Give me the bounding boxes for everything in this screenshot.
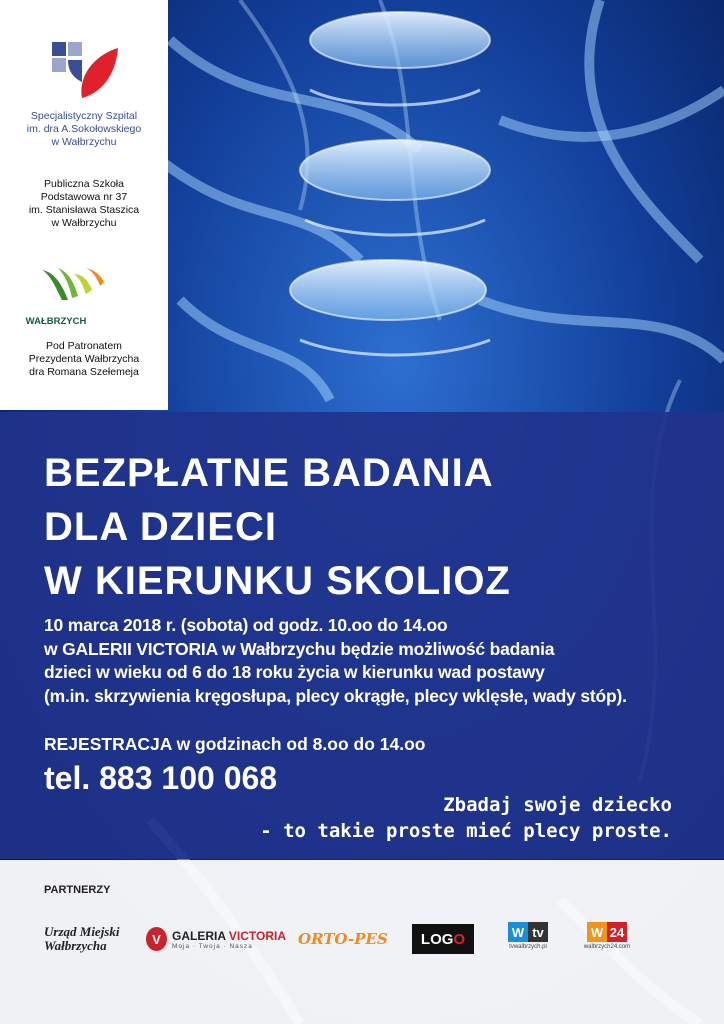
partner-victoria-logo bbox=[146, 922, 286, 956]
slogan-line: Zbadaj swoje dziecko bbox=[443, 794, 672, 816]
details-line: w GALERII VICTORIA w Wałbrzychu będzie możliwość badania bbox=[44, 638, 555, 659]
patronage-line: dra Romana Szełemeja bbox=[29, 366, 139, 378]
partner-ortopes-logo: ORTO-PES bbox=[298, 930, 388, 948]
slogan bbox=[260, 792, 672, 844]
partner-urzad-logo bbox=[44, 922, 120, 956]
partner-walbrzych24-logo bbox=[578, 922, 636, 956]
headline-line: BEZPŁATNE BADANIA bbox=[44, 451, 494, 495]
school-name-line: Publiczna Szkoła bbox=[44, 178, 124, 190]
victoria-name-a: GALERIA bbox=[171, 928, 229, 943]
partner-logo-logo bbox=[412, 924, 474, 954]
hospital-name-line: im. dra A.Sokołowskiego bbox=[26, 123, 142, 135]
hospital-name-line: Specjalistyczny Szpital bbox=[30, 110, 138, 122]
city-logo-label: WAŁBRZYCH bbox=[25, 316, 87, 327]
headline-line: DLA DZIECI bbox=[44, 505, 277, 549]
victoria-name-b: VICTORIA bbox=[228, 928, 286, 943]
city-logo-icon bbox=[40, 264, 104, 304]
details-line: 10 marca 2018 r. (sobota) od godz. 10.oo do 14.oo bbox=[44, 615, 448, 635]
logo-text-a: LOG bbox=[420, 930, 454, 948]
details-line: dzieci w wieku od 6 do 18 roku życia w kierunku wad postawy bbox=[44, 662, 545, 682]
school-name-line: im. Stanisława Staszica bbox=[28, 204, 140, 216]
urzad-line: Urząd Miejski bbox=[44, 924, 120, 939]
patronage bbox=[8, 340, 160, 379]
details-line: (m.in. skrzywienia kręgosłupa, plecy okrągłe, plecy wklęsłe, wady stóp). bbox=[44, 685, 627, 706]
school-name-line: w Wałbrzychu bbox=[51, 217, 117, 229]
w24-24-box: 24 bbox=[607, 922, 627, 942]
hospital-name-line: w Wałbrzychu bbox=[51, 136, 117, 148]
victoria-icon: V bbox=[146, 927, 167, 951]
school-name bbox=[8, 178, 160, 230]
event-details bbox=[44, 614, 627, 708]
partners-label: PARTNERZY bbox=[44, 884, 111, 896]
w24-url: walbrzych24.com bbox=[583, 944, 631, 950]
school-name-line: Podstawowa nr 37 bbox=[40, 191, 128, 203]
hospital-name bbox=[8, 110, 160, 149]
wtv-tv-box: tv bbox=[528, 922, 548, 942]
headline bbox=[44, 446, 511, 608]
slogan-line: - to takie proste mieć plecy proste. bbox=[260, 820, 672, 842]
urzad-line: Wałbrzycha bbox=[44, 938, 107, 953]
wtv-w-box: W bbox=[508, 922, 528, 942]
hospital-logo-icon bbox=[52, 38, 118, 100]
registration-hours: REJESTRACJA w godzinach od 8.oo do 14.oo bbox=[44, 734, 426, 754]
partner-tvwalbrzych-logo bbox=[500, 922, 556, 956]
phone-number[interactable]: tel. 883 100 068 bbox=[44, 760, 278, 796]
victoria-tagline: Moja · Twoja · Nasza bbox=[171, 942, 253, 950]
w24-w-box: W bbox=[587, 922, 607, 942]
wtv-url: tvwalbrzych.pl bbox=[509, 944, 547, 950]
patronage-line: Prezydenta Wałbrzycha bbox=[28, 353, 140, 365]
logo-text-b: O bbox=[453, 930, 466, 948]
headline-line: W KIERUNKU SKOLIOZ bbox=[44, 559, 511, 603]
sponsor-sidebar bbox=[0, 0, 168, 410]
patronage-line: Pod Patronatem bbox=[46, 340, 122, 352]
victoria-name bbox=[172, 929, 286, 943]
